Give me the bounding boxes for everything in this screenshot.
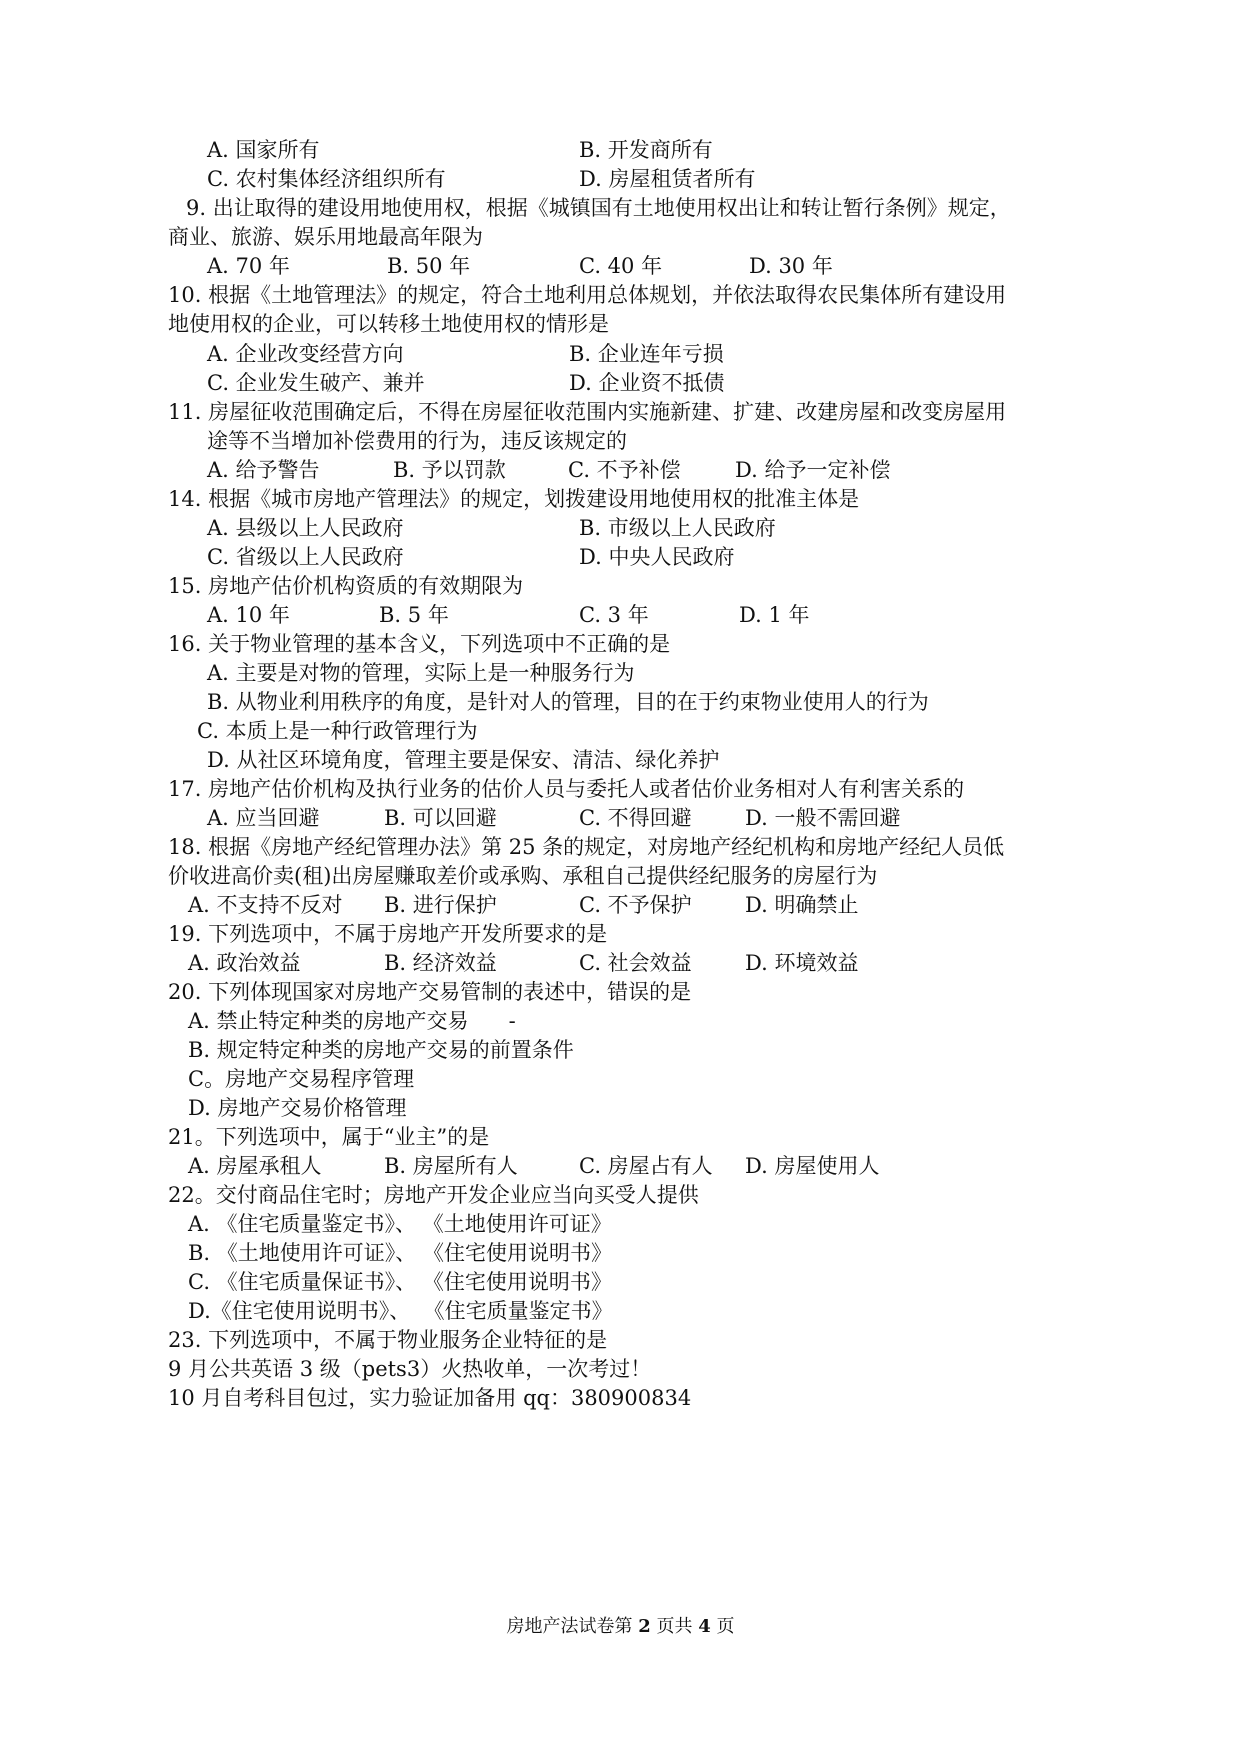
option-19b: B. 经济效益 xyxy=(384,951,497,975)
option-19d: D. 环境效益 xyxy=(745,951,859,975)
footer-page-total: 4 xyxy=(698,1616,711,1637)
option-14b: B. 市级以上人民政府 xyxy=(579,516,776,540)
option-15a: A. 10 年 xyxy=(207,603,290,627)
option-11a: A. 给予警告 xyxy=(207,458,320,482)
question-11-cont: 途等不当增加补偿费用的行为，违反该规定的 xyxy=(207,429,627,453)
footer-page-number: 2 xyxy=(638,1616,651,1637)
option-22d: D.《住宅使用说明书》、 《住宅质量鉴定书》 xyxy=(188,1299,613,1323)
footer-suffix: 页 xyxy=(710,1616,735,1637)
option-21b: B. 房屋所有人 xyxy=(384,1154,518,1178)
option-9d: D. 30 年 xyxy=(749,254,833,278)
question-17: 17. 房地产估价机构及执行业务的估价人员与委托人或者估价业务相对人有利害关系的 xyxy=(168,777,965,801)
option-18d: D. 明确禁止 xyxy=(745,893,859,917)
option-18a: A. 不支持不反对 xyxy=(188,893,343,917)
option-20c: C。房地产交易程序管理 xyxy=(188,1067,415,1091)
option-16b: B. 从物业利用秩序的角度，是针对人的管理，目的在于约束物业使用人的行为 xyxy=(207,690,929,714)
option-19c: C. 社会效益 xyxy=(579,951,692,975)
question-21: 21。下列选项中，属于“业主”的是 xyxy=(168,1125,490,1149)
option-8b: B. 开发商所有 xyxy=(579,138,713,162)
option-11c: C. 不予补偿 xyxy=(568,458,681,482)
option-20a: A. 禁止特定种类的房地产交易 - xyxy=(188,1009,516,1033)
option-21a: A. 房屋承租人 xyxy=(188,1154,322,1178)
option-16c: C. 本质上是一种行政管理行为 xyxy=(197,719,478,743)
option-14d: D. 中央人民政府 xyxy=(579,545,735,569)
footer-middle: 页共 xyxy=(650,1616,699,1637)
option-18b: B. 进行保护 xyxy=(384,893,497,917)
option-22a: A. 《住宅质量鉴定书》、 《土地使用许可证》 xyxy=(188,1212,612,1236)
question-20: 20. 下列体现国家对房地产交易管制的表述中，错误的是 xyxy=(168,980,692,1004)
question-9: 9. 出让取得的建设用地使用权，根据《城镇国有土地使用权出让和转让暂行条例》规定， xyxy=(186,196,1011,220)
option-15d: D. 1 年 xyxy=(739,603,810,627)
option-9b: B. 50 年 xyxy=(387,254,471,278)
option-16d: D. 从社区环境角度，管理主要是保安、清洁、绿化养护 xyxy=(207,748,720,772)
option-20d: D. 房地产交易价格管理 xyxy=(188,1096,407,1120)
option-17b: B. 可以回避 xyxy=(384,806,497,830)
option-8a: A. 国家所有 xyxy=(207,138,320,162)
page-footer xyxy=(0,1612,1241,1638)
option-8c: C. 农村集体经济组织所有 xyxy=(207,167,446,191)
option-10b: B. 企业连年亏损 xyxy=(569,342,724,366)
ad-line-1: 9 月公共英语 3 级（pets3）火热收单，一次考过！ xyxy=(168,1357,652,1381)
option-21d: D. 房屋使用人 xyxy=(745,1154,880,1178)
question-16: 16. 关于物业管理的基本含义，下列选项中不正确的是 xyxy=(168,632,671,656)
option-17a: A. 应当回避 xyxy=(207,806,320,830)
question-14: 14. 根据《城市房地产管理法》的规定，划拨建设用地使用权的批准主体是 xyxy=(168,487,860,511)
question-10: 10. 根据《土地管理法》的规定，符合土地利用总体规划，并依法取得农民集体所有建设用 xyxy=(168,283,1007,307)
option-19a: A. 政治效益 xyxy=(188,951,301,975)
option-11b: B. 予以罚款 xyxy=(393,458,506,482)
question-19: 19. 下列选项中，不属于房地产开发所要求的是 xyxy=(168,922,608,946)
option-14a: A. 县级以上人民政府 xyxy=(207,516,404,540)
option-8d: D. 房屋租赁者所有 xyxy=(579,167,756,191)
option-11d: D. 给予一定补偿 xyxy=(735,458,891,482)
option-9c: C. 40 年 xyxy=(579,254,663,278)
question-15: 15. 房地产估价机构资质的有效期限为 xyxy=(168,574,524,598)
option-10c: C. 企业发生破产、兼并 xyxy=(207,371,425,395)
question-23: 23. 下列选项中，不属于物业服务企业特征的是 xyxy=(168,1328,608,1352)
option-16a: A. 主要是对物的管理，实际上是一种服务行为 xyxy=(207,661,635,685)
option-10a: A. 企业改变经营方向 xyxy=(207,342,404,366)
option-10d: D. 企业资不抵债 xyxy=(569,371,725,395)
question-18: 18. 根据《房地产经纪管理办法》第 25 条的规定，对房地产经纪机构和房地产经纪人员低 xyxy=(168,835,1005,859)
option-15c: C. 3 年 xyxy=(579,603,649,627)
option-21c: C. 房屋占有人 xyxy=(579,1154,713,1178)
option-20b: B. 规定特定种类的房地产交易的前置条件 xyxy=(188,1038,574,1062)
option-15b: B. 5 年 xyxy=(379,603,449,627)
option-22b: B. 《土地使用许可证》、 《住宅使用说明书》 xyxy=(188,1241,612,1265)
option-18c: C. 不予保护 xyxy=(579,893,692,917)
question-22: 22。交付商品住宅时；房地产开发企业应当向买受人提供 xyxy=(168,1183,699,1207)
question-10-cont: 地使用权的企业，可以转移土地使用权的情形是 xyxy=(168,312,609,336)
footer-prefix: 房地产法试卷第 xyxy=(506,1616,639,1637)
question-9-cont: 商业、旅游、娱乐用地最高年限为 xyxy=(168,225,483,249)
option-17c: C. 不得回避 xyxy=(579,806,692,830)
ad-line-2: 10 月自考科目包过，实力验证加备用 qq：380900834 xyxy=(168,1386,692,1410)
option-22c: C. 《住宅质量保证书》、 《住宅使用说明书》 xyxy=(188,1270,612,1294)
option-17d: D. 一般不需回避 xyxy=(745,806,901,830)
option-14c: C. 省级以上人民政府 xyxy=(207,545,404,569)
question-18-cont: 价收进高价卖(租)出房屋赚取差价或承购、承租自己提供经纪服务的房屋行为 xyxy=(168,864,878,888)
question-11: 11. 房屋征收范围确定后，不得在房屋征收范围内实施新建、扩建、改建房屋和改变房屋用 xyxy=(168,400,1007,424)
option-9a: A. 70 年 xyxy=(207,254,290,278)
